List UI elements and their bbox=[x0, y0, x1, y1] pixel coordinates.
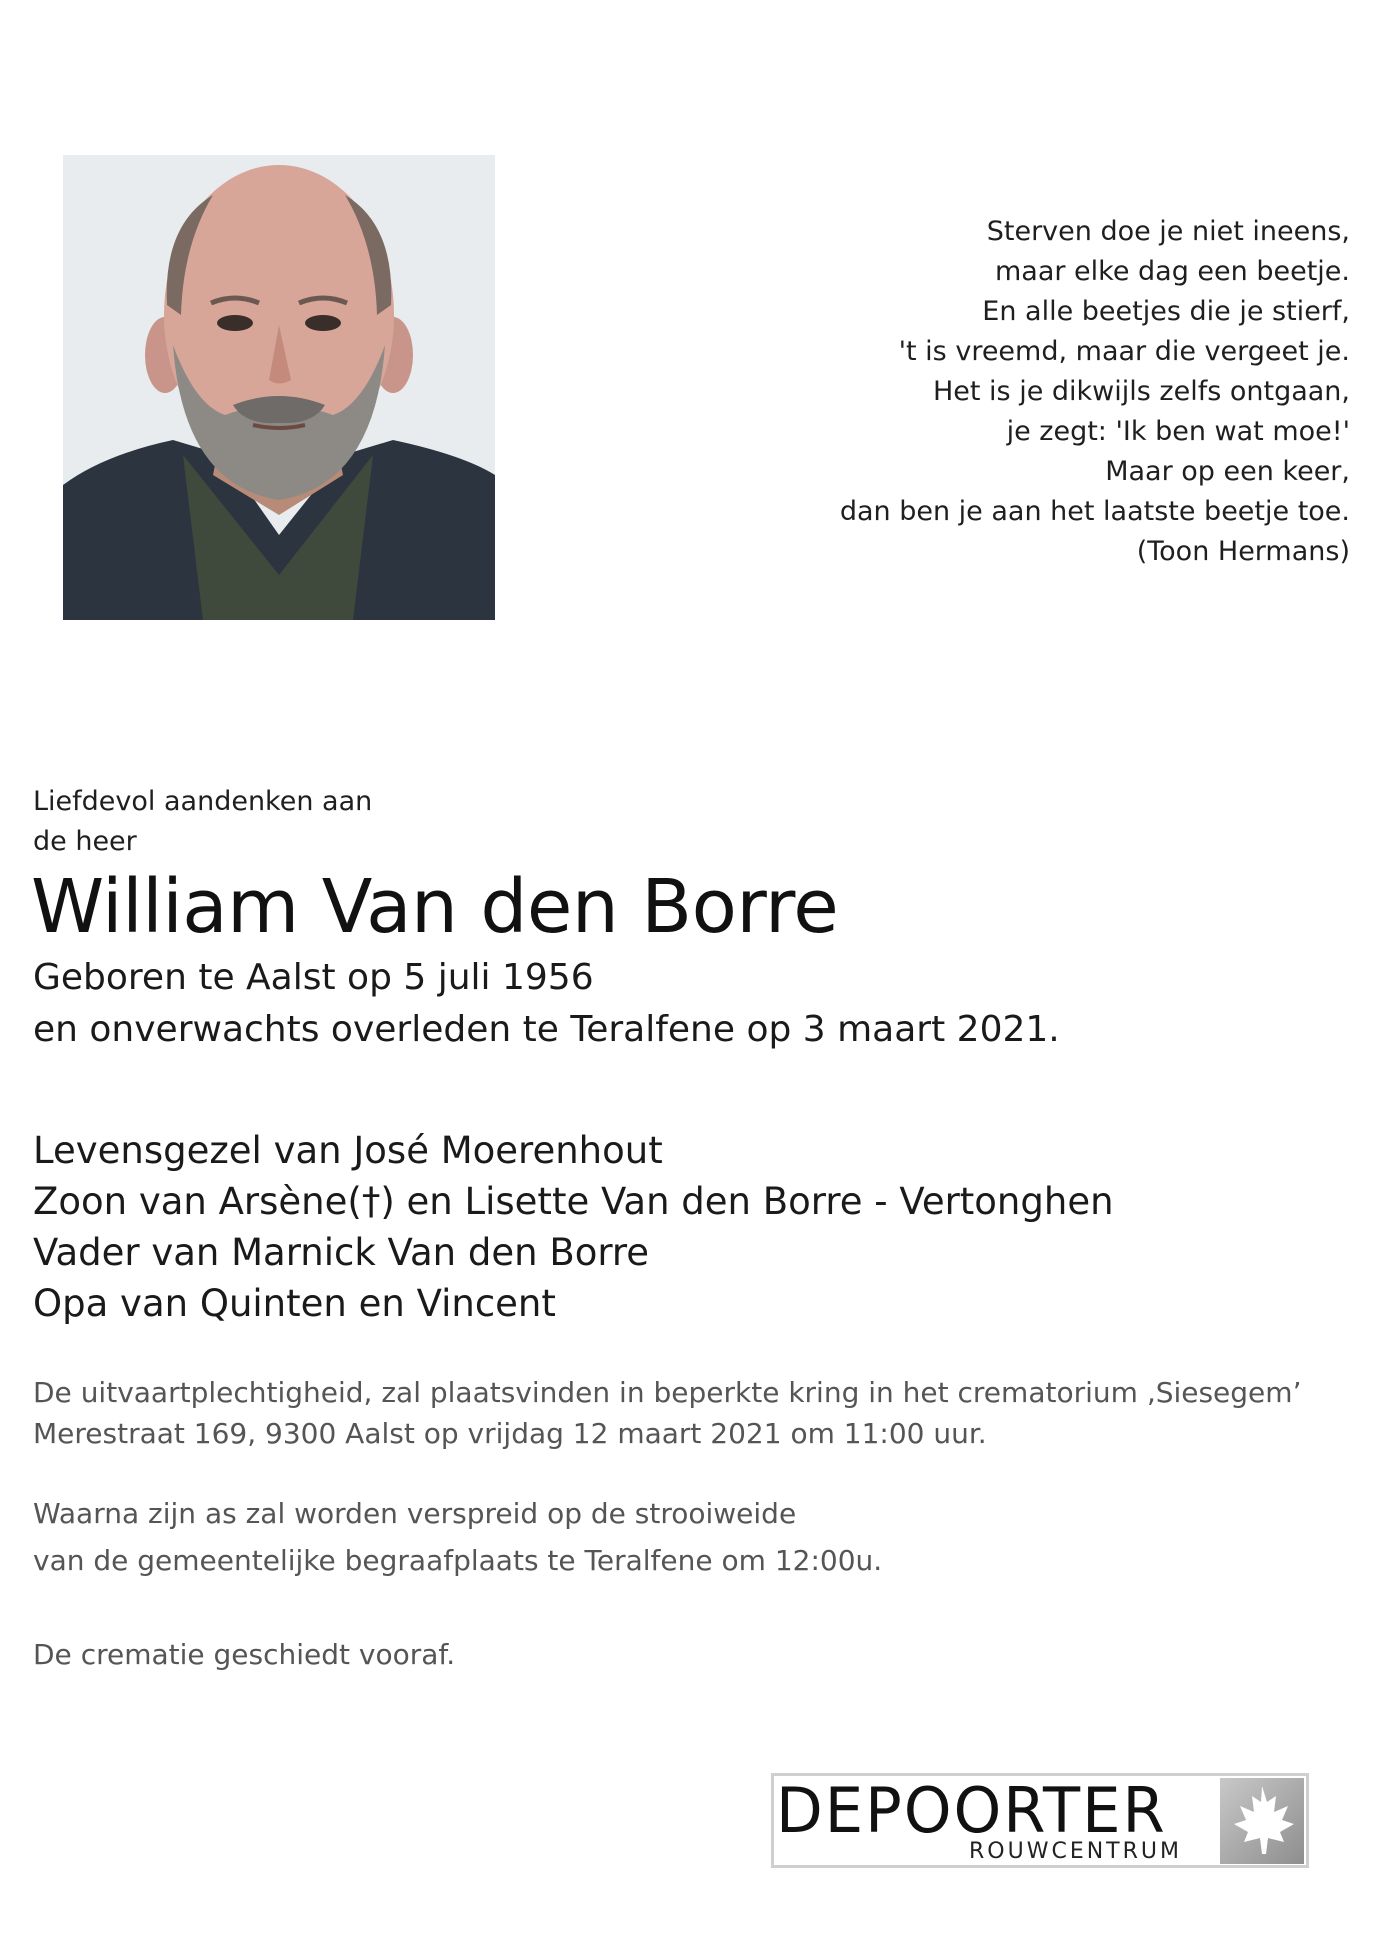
scattering-info bbox=[33, 1490, 882, 1584]
intro-line: de heer bbox=[33, 826, 137, 857]
poem-line: maar elke dag een beetje. bbox=[994, 256, 1350, 287]
life-dates bbox=[33, 952, 1060, 1056]
family-relations bbox=[33, 1125, 1114, 1329]
funeral-home-logo bbox=[771, 1773, 1309, 1868]
poem bbox=[650, 212, 1350, 572]
poem-line: Sterven doe je niet ineens, bbox=[986, 216, 1350, 247]
maple-leaf-glyph bbox=[1220, 1778, 1304, 1864]
poem-line: Het is je dikwijls zelfs ontgaan, bbox=[932, 376, 1350, 407]
family-line: Vader van Marnick Van den Borre bbox=[33, 1231, 650, 1274]
family-line: Levensgezel van José Moerenhout bbox=[33, 1129, 663, 1172]
cremation-note: De crematie geschiedt vooraf. bbox=[33, 1638, 456, 1671]
death-line: en onverwachts overleden te Teralfene op 3 maart 2021. bbox=[33, 1009, 1060, 1050]
poem-line: En alle beetjes die je stierf, bbox=[982, 296, 1350, 327]
logo-name: DEPOORTER bbox=[776, 1774, 1167, 1847]
portrait-illustration bbox=[63, 155, 495, 620]
scattering-line: van de gemeentelijke begraafplaats te Teralfene om 12:00u. bbox=[33, 1544, 883, 1577]
logo-subtitle: ROUWCENTRUM bbox=[969, 1839, 1182, 1864]
poem-line: dan ben je aan het laatste beetje toe. bbox=[839, 496, 1350, 527]
poem-line: 't is vreemd, maar die vergeet je. bbox=[898, 336, 1350, 367]
family-line: Zoon van Arsène(†) en Lisette Van den Borre - Vertonghen bbox=[33, 1180, 1114, 1223]
birth-line: Geboren te Aalst op 5 juli 1956 bbox=[33, 957, 594, 998]
portrait-photo bbox=[63, 155, 495, 620]
poem-line: je zegt: 'Ik ben wat moe!' bbox=[1006, 416, 1350, 447]
ceremony-line: De uitvaartplechtigheid, zal plaatsvinden in beperkte kring in het crematorium ‚Siesegem’ bbox=[33, 1376, 1302, 1409]
scattering-line: Waarna zijn as zal worden verspreid op de strooiweide bbox=[33, 1497, 797, 1530]
ceremony-line: Merestraat 169, 9300 Aalst op vrijdag 12 maart 2021 om 11:00 uur. bbox=[33, 1417, 987, 1450]
intro-line: Liefdevol aandenken aan bbox=[33, 786, 373, 817]
family-line: Opa van Quinten en Vincent bbox=[33, 1282, 556, 1325]
ceremony-info bbox=[33, 1372, 1301, 1454]
poem-line: Maar op een keer, bbox=[1105, 456, 1350, 487]
maple-leaf-icon bbox=[1220, 1778, 1304, 1864]
poem-author: (Toon Hermans) bbox=[1136, 536, 1350, 567]
memorial-intro bbox=[33, 782, 372, 862]
deceased-name: William Van den Borre bbox=[31, 864, 839, 950]
